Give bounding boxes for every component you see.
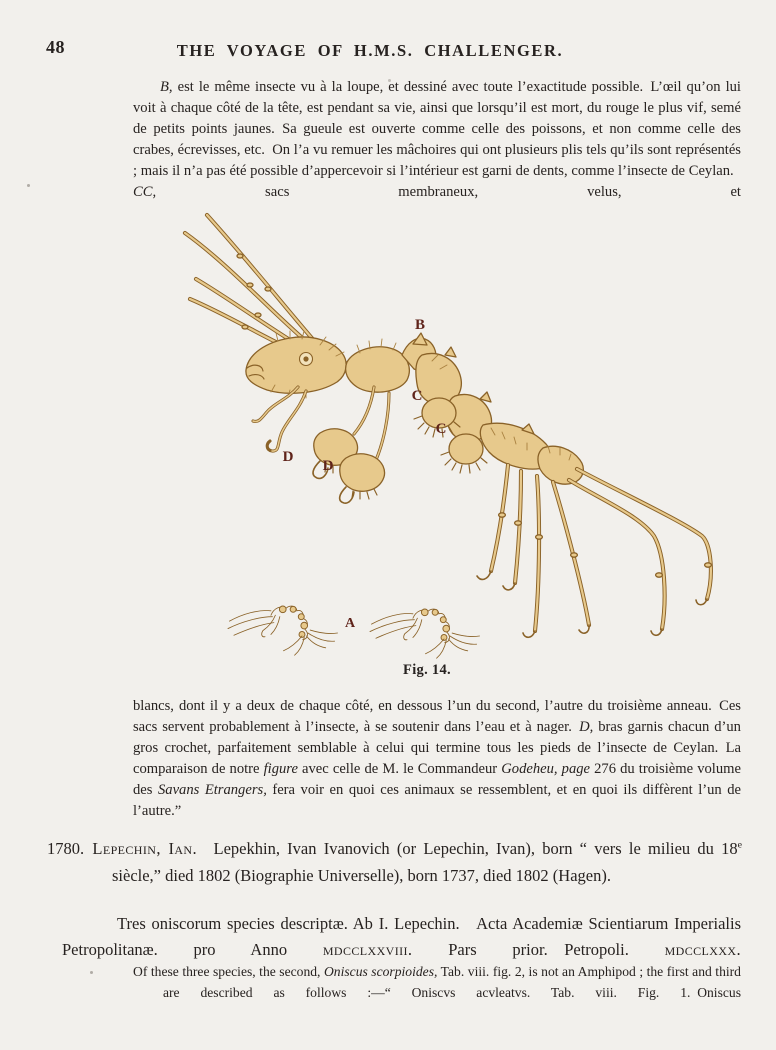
bibliography-entry-1780: 1780. Lepechin, Ian. Lepekhin, Ivan Ivanovich (or Lepechin, Ivan), born “ vers le milieu du 18e siècle,” died 1802 (Biographie Universelle), born 1737, died 1802 (Hagen). [47, 839, 742, 885]
entry-author: Lepechin, Ian. [92, 839, 198, 858]
paragraph-latin-citation: Tres oniscorum species descriptæ. Ab I. Lepechin. Acta Academiæ Scientiarum Imperialis Petropolitanæ. pro Anno mdcclxxviii. Pars prior. Petropoli. mdcclxxx. [62, 914, 741, 959]
figure-label-b: B [414, 317, 426, 333]
entry-number: 1780. [47, 839, 85, 858]
page-number: 48 [46, 37, 65, 57]
rear-legs [477, 465, 711, 637]
figure-label-c1: C [411, 388, 423, 404]
paragraph-french-1: B, est le même insecte vu à la loupe, et dessiné avec toute l’exactitude possible. L’œil qu’on lui voit à chaque côté de la tête, est pendant sa vie, ainsi que lorsqu’il est mort, du rouge le plus vif, semé de petits points jaunes. Sa gueule est ouverte comme celle des poissons, et non comme celle des crabes, écrevisses, etc. On l’a vu remuer les mâchoires qui ont plusieurs plis tels qu’ils sont représentés ; mais il n’a pas été possible d’appercevoir si l’intérieur est garni de dents, comme l’insecte de Ceylan. CC, sacs membraneux, velus, et [133, 79, 741, 200]
scan-speck [90, 971, 93, 974]
figure-label-c2: C [435, 421, 447, 437]
paragraph-editorial-note: Of these three species, the second, Oniscus scorpioides, Tab. viii. fig. 2, is not an Amphipod ; the first and third are described as follows :—“ Oniscvs acvleatvs. Tab. viii. Fig. 1. Oniscus [133, 964, 741, 1000]
creature-illustration [150, 203, 745, 690]
scan-speck [27, 184, 30, 187]
mouthpart-strands [253, 387, 306, 451]
figure-14 [150, 203, 745, 690]
claw-arms [313, 387, 389, 503]
scan-speck [388, 79, 391, 82]
natural-size-sketches [228, 606, 480, 658]
figure-caption: Fig. 14. [403, 662, 451, 678]
figure-label-d1: D [282, 449, 294, 465]
figure-label-a: A [344, 616, 356, 631]
paragraph-french-2: blancs, dont il y a deux de chaque côté, en dessous l’un du second, l’autre du troisième anneau. Ces sacs servent probablement à l’insecte, à se soutenir dans l’eau et à nager. D, bras garnis chacun d’un gros crochet, parfaitement semblable à celui qui termine tous les pieds de l’insecte de Ceylan. La comparaison de notre figure avec celle de M. le Commandeur Godeheu, page 276 du troisième volume des Savans Etrangers, fera voir en quoi ces animaux se ressemblent, et en quoi ils diffèrent l’un de l’autre.” [133, 698, 741, 819]
running-head: THE VOYAGE OF H.M.S. CHALLENGER. [176, 41, 564, 60]
figure-label-d2: D [322, 458, 334, 474]
